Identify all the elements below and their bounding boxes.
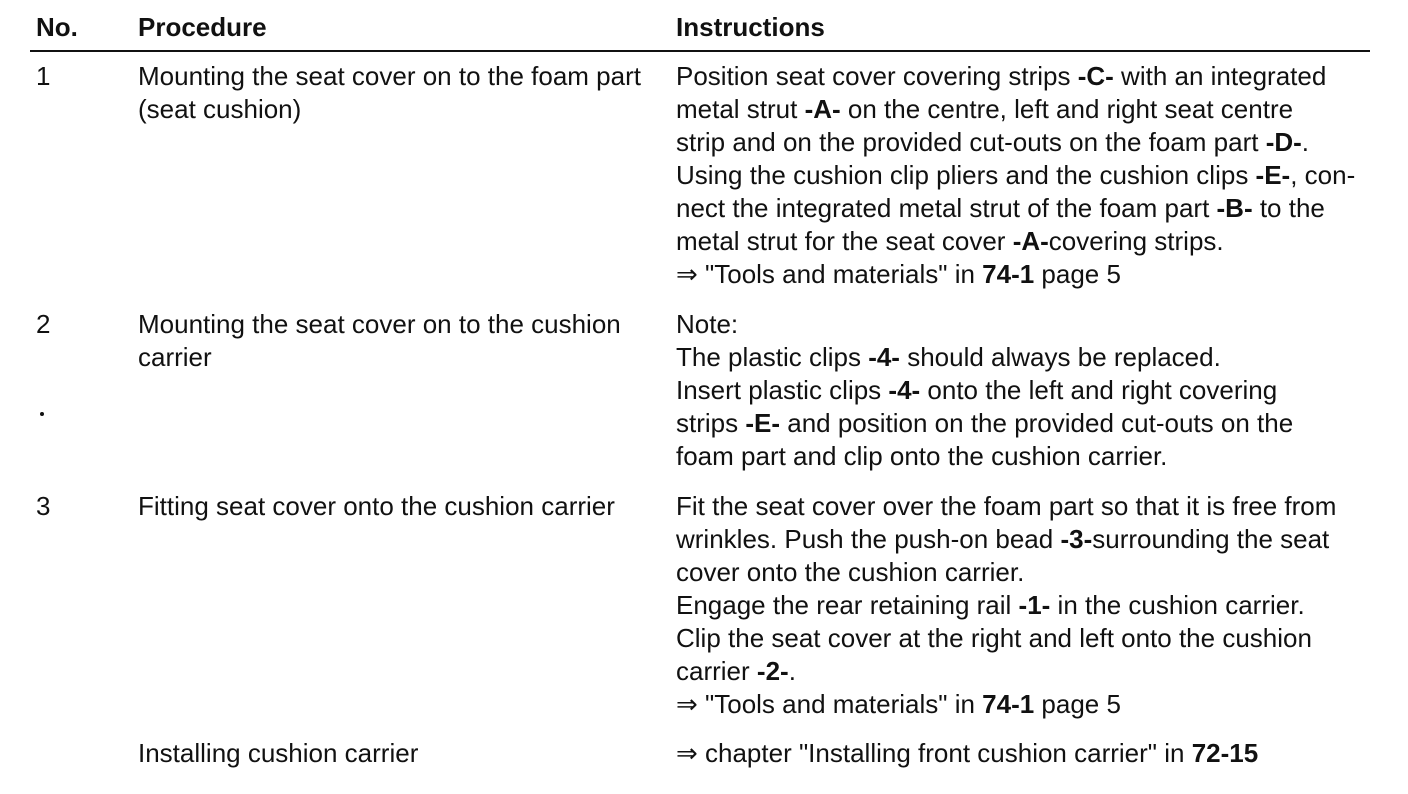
procedure-cell bbox=[138, 308, 658, 374]
instruction-text: ⇒ "Tools and materials" in bbox=[676, 689, 983, 719]
instruction-text: with an integrated bbox=[1113, 61, 1327, 91]
instruction-text: , con- bbox=[1290, 160, 1356, 190]
instruction-line bbox=[676, 737, 1376, 770]
instructions-cell bbox=[676, 308, 1376, 473]
part-reference: -D- bbox=[1265, 127, 1302, 157]
procedure-cell bbox=[138, 737, 658, 770]
instruction-line bbox=[676, 308, 1376, 341]
procedure-line: Mounting the seat cover on to the foam part bbox=[138, 61, 641, 91]
instruction-text: and position on the provided cut-outs on the bbox=[780, 408, 1294, 438]
instruction-text: strips bbox=[676, 408, 746, 438]
row-number: 2 bbox=[36, 309, 51, 339]
instruction-text: Position seat cover covering strips bbox=[676, 61, 1078, 91]
part-reference: -3- bbox=[1060, 524, 1093, 554]
instruction-text: Clip the seat cover at the right and left onto the cushion bbox=[676, 623, 1312, 653]
instruction-text: . bbox=[788, 656, 796, 686]
instruction-text: Note: bbox=[676, 309, 739, 339]
part-reference: -A- bbox=[804, 94, 841, 124]
instruction-text: onto the left and right covering bbox=[920, 375, 1278, 405]
part-reference: -E- bbox=[745, 408, 781, 438]
part-reference: -C- bbox=[1077, 61, 1114, 91]
header-no: No. bbox=[36, 12, 78, 42]
instruction-text: page 5 bbox=[1034, 689, 1121, 719]
instruction-text: to the bbox=[1252, 193, 1325, 223]
procedure-line: Mounting the seat cover on to the cushion bbox=[138, 309, 621, 339]
instruction-text: cover onto the cushion carrier. bbox=[676, 557, 1025, 587]
instruction-text: strip and on the provided cut-outs on the foam part bbox=[676, 127, 1266, 157]
part-reference: -1- bbox=[1018, 590, 1051, 620]
procedure-cell bbox=[138, 490, 658, 523]
instruction-line bbox=[676, 622, 1376, 655]
instruction-line bbox=[676, 688, 1376, 721]
instruction-text: metal strut for the seat cover bbox=[676, 226, 1013, 256]
header-instructions: Instructions bbox=[676, 12, 825, 42]
part-reference: 72-15 bbox=[1191, 738, 1259, 768]
margin-dot bbox=[40, 412, 44, 416]
instruction-line bbox=[676, 374, 1376, 407]
part-reference: -A- bbox=[1012, 226, 1049, 256]
instruction-text: Fit the seat cover over the foam part so that it is free from bbox=[676, 491, 1337, 521]
instruction-text: page 5 bbox=[1034, 259, 1121, 289]
row-number: 3 bbox=[36, 491, 51, 521]
instruction-line bbox=[676, 126, 1376, 159]
row-number: 1 bbox=[36, 61, 51, 91]
instruction-text: nect the integrated metal strut of the foam part bbox=[676, 193, 1217, 223]
part-reference: -4- bbox=[868, 342, 900, 372]
instruction-line bbox=[676, 490, 1376, 523]
instruction-line bbox=[676, 93, 1376, 126]
procedure-cell bbox=[138, 60, 658, 126]
instruction-text: on the centre, left and right seat centre bbox=[840, 94, 1294, 124]
instruction-text: surrounding the seat bbox=[1092, 524, 1330, 554]
instruction-line bbox=[676, 440, 1376, 473]
part-reference: -E- bbox=[1255, 160, 1291, 190]
instruction-text: Engage the rear retaining rail bbox=[676, 590, 1019, 620]
instruction-text: ⇒ chapter "Installing front cushion carrier" in bbox=[676, 738, 1192, 768]
instruction-text: metal strut bbox=[676, 94, 805, 124]
instructions-cell bbox=[676, 60, 1376, 291]
instruction-text: in the cushion carrier. bbox=[1050, 590, 1305, 620]
instruction-line bbox=[676, 556, 1376, 589]
part-reference: 74-1 bbox=[982, 689, 1035, 719]
instruction-line bbox=[676, 523, 1376, 556]
part-reference: 74-1 bbox=[982, 259, 1035, 289]
instruction-line bbox=[676, 60, 1376, 93]
instruction-line bbox=[676, 225, 1376, 258]
instruction-text: carrier bbox=[676, 656, 757, 686]
header-procedure: Procedure bbox=[138, 12, 267, 42]
instruction-line bbox=[676, 258, 1376, 291]
instruction-line bbox=[676, 192, 1376, 225]
instruction-line bbox=[676, 589, 1376, 622]
instruction-line bbox=[676, 407, 1376, 440]
instruction-text: foam part and clip onto the cushion carrier. bbox=[676, 441, 1168, 471]
instruction-text: . bbox=[1301, 127, 1310, 157]
instruction-line bbox=[676, 341, 1376, 374]
instructions-cell bbox=[676, 490, 1376, 721]
procedure-line: (seat cushion) bbox=[138, 94, 302, 124]
instruction-text: Insert plastic clips bbox=[676, 375, 889, 405]
part-reference: -B- bbox=[1216, 193, 1253, 223]
instructions-cell bbox=[676, 737, 1376, 770]
instruction-text: covering strips. bbox=[1048, 226, 1224, 256]
procedure-line: Installing cushion carrier bbox=[138, 738, 419, 768]
procedure-line: Fitting seat cover onto the cushion carrier bbox=[138, 491, 615, 521]
header-divider bbox=[30, 50, 1370, 52]
instruction-line bbox=[676, 655, 1376, 688]
procedure-line: carrier bbox=[138, 342, 212, 372]
instruction-line bbox=[676, 159, 1376, 192]
instruction-text: ⇒ "Tools and materials" in bbox=[676, 259, 983, 289]
part-reference: -4- bbox=[888, 375, 921, 405]
instruction-text: should always be replaced. bbox=[899, 342, 1221, 372]
instruction-text: wrinkles. Push the push-on bead bbox=[676, 524, 1061, 554]
instruction-text: Using the cushion clip pliers and the cushion clips bbox=[676, 160, 1256, 190]
part-reference: -2- bbox=[756, 656, 789, 686]
instruction-text: The plastic clips bbox=[676, 342, 869, 372]
